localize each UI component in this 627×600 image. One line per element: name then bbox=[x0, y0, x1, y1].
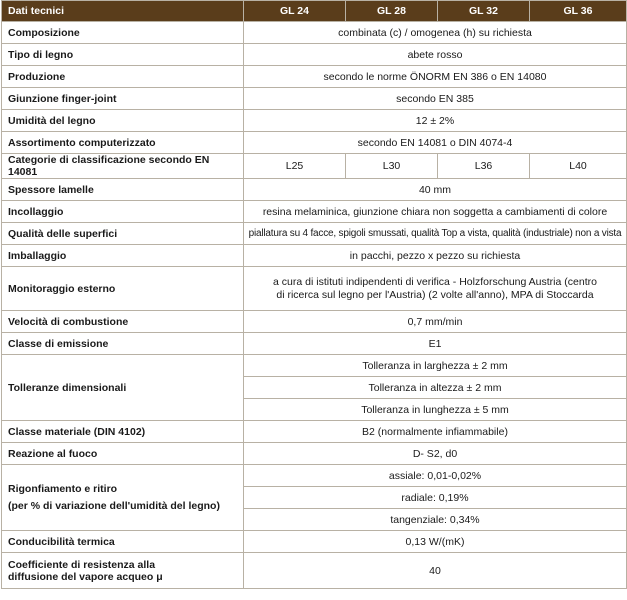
table-row bbox=[2, 465, 627, 487]
row-value-emissione: E1 bbox=[244, 333, 627, 355]
table-row bbox=[2, 311, 627, 333]
row-value-tipo-legno: abete rosso bbox=[244, 44, 627, 66]
row-value-tolleranza-lunghezza: Tolleranza in lunghezza ± 5 mm bbox=[244, 399, 627, 421]
rigonfiamento-label-line-2: (per % di variazione dell'umidità del legno) bbox=[8, 499, 220, 512]
row-value-produzione: secondo le norme ÖNORM EN 386 o EN 14080 bbox=[244, 66, 627, 88]
row-label-classe-materiale: Classe materiale (DIN 4102) bbox=[2, 421, 244, 443]
row-label-tolleranze: Tolleranze dimensionali bbox=[2, 355, 244, 421]
table-row bbox=[2, 531, 627, 553]
row-label-categorie: Categorie di classificazione secondo EN 14081 bbox=[2, 154, 244, 179]
row-label-tipo-legno: Tipo di legno bbox=[2, 44, 244, 66]
technical-data-table bbox=[1, 0, 627, 589]
row-value-assiale: assiale: 0,01-0,02% bbox=[244, 465, 627, 487]
header-title: Dati tecnici bbox=[2, 1, 244, 22]
header-gl24: GL 24 bbox=[244, 1, 346, 22]
monitoraggio-line-2: di ricerca sul legno per l'Austria) (2 volte all'anno), MPA di Stoccarda bbox=[276, 288, 594, 301]
row-label-assortimento: Assortimento computerizzato bbox=[2, 132, 244, 154]
row-label-spessore: Spessore lamelle bbox=[2, 179, 244, 201]
header-gl28: GL 28 bbox=[346, 1, 438, 22]
table-row bbox=[2, 154, 627, 179]
table-row bbox=[2, 201, 627, 223]
table-row bbox=[2, 223, 627, 245]
header-gl36: GL 36 bbox=[530, 1, 627, 22]
table-row bbox=[2, 179, 627, 201]
row-value-velocita: 0,7 mm/min bbox=[244, 311, 627, 333]
table-row bbox=[2, 333, 627, 355]
table-row bbox=[2, 553, 627, 589]
table-row bbox=[2, 88, 627, 110]
row-label-emissione: Classe di emissione bbox=[2, 333, 244, 355]
coefficiente-label-line-2: diffusione del vapore acqueo μ bbox=[8, 570, 163, 583]
row-value-composizione: combinata (c) / omogenea (h) su richiesta bbox=[244, 22, 627, 44]
row-label-qualita: Qualità delle superfici bbox=[2, 223, 244, 245]
row-label-reazione: Reazione al fuoco bbox=[2, 443, 244, 465]
row-value-assortimento: secondo EN 14081 o DIN 4074-4 bbox=[244, 132, 627, 154]
table-row bbox=[2, 267, 627, 311]
row-value-imballaggio: in pacchi, pezzo x pezzo su richiesta bbox=[244, 245, 627, 267]
row-value-giunzione: secondo EN 385 bbox=[244, 88, 627, 110]
row-value-spessore: 40 mm bbox=[244, 179, 627, 201]
row-value-qualita: piallatura su 4 facce, spigoli smussati, qualità Top a vista, qualità (industriale) non a vista bbox=[244, 223, 627, 245]
row-value-tolleranza-altezza: Tolleranza in altezza ± 2 mm bbox=[244, 377, 627, 399]
row-label-produzione: Produzione bbox=[2, 66, 244, 88]
table-row bbox=[2, 44, 627, 66]
table-row bbox=[2, 110, 627, 132]
row-label-imballaggio: Imballaggio bbox=[2, 245, 244, 267]
table-row bbox=[2, 421, 627, 443]
row-value-radiale: radiale: 0,19% bbox=[244, 487, 627, 509]
row-value-umidita: 12 ± 2% bbox=[244, 110, 627, 132]
row-value-categorie-gl36: L40 bbox=[530, 154, 627, 179]
table-row bbox=[2, 245, 627, 267]
row-label-giunzione: Giunzione finger-joint bbox=[2, 88, 244, 110]
coefficiente-label-line-1: Coefficiente di resistenza alla bbox=[8, 558, 156, 571]
row-value-tangenziale: tangenziale: 0,34% bbox=[244, 509, 627, 531]
row-value-categorie-gl28: L30 bbox=[346, 154, 438, 179]
row-value-reazione: D- S2, d0 bbox=[244, 443, 627, 465]
row-label-composizione: Composizione bbox=[2, 22, 244, 44]
row-value-categorie-gl24: L25 bbox=[244, 154, 346, 179]
row-value-classe-materiale: B2 (normalmente infiammabile) bbox=[244, 421, 627, 443]
row-value-categorie-gl32: L36 bbox=[438, 154, 530, 179]
row-label-conducibilita: Conducibilità termica bbox=[2, 531, 244, 553]
header-gl32: GL 32 bbox=[438, 1, 530, 22]
row-label-rigonfiamento bbox=[2, 465, 244, 531]
row-label-coefficiente bbox=[2, 553, 244, 589]
row-label-velocita: Velocità di combustione bbox=[2, 311, 244, 333]
row-value-conducibilita: 0,13 W/(mK) bbox=[244, 531, 627, 553]
row-value-incollaggio: resina melaminica, giunzione chiara non soggetta a cambiamenti di colore bbox=[244, 201, 627, 223]
table-header-row bbox=[2, 1, 627, 22]
row-value-monitoraggio bbox=[244, 267, 627, 311]
table-row bbox=[2, 22, 627, 44]
table-row bbox=[2, 443, 627, 465]
table-row bbox=[2, 132, 627, 154]
monitoraggio-line-1: a cura di istituti indipendenti di verifica - Holzforschung Austria (centro bbox=[273, 275, 597, 288]
row-label-incollaggio: Incollaggio bbox=[2, 201, 244, 223]
row-value-coefficiente: 40 bbox=[244, 553, 627, 589]
row-value-tolleranza-larghezza: Tolleranza in larghezza ± 2 mm bbox=[244, 355, 627, 377]
row-label-umidita: Umidità del legno bbox=[2, 110, 244, 132]
table-row bbox=[2, 355, 627, 377]
table-row bbox=[2, 66, 627, 88]
rigonfiamento-label-line-1: Rigonfiamento e ritiro bbox=[8, 482, 118, 495]
row-label-monitoraggio: Monitoraggio esterno bbox=[2, 267, 244, 311]
